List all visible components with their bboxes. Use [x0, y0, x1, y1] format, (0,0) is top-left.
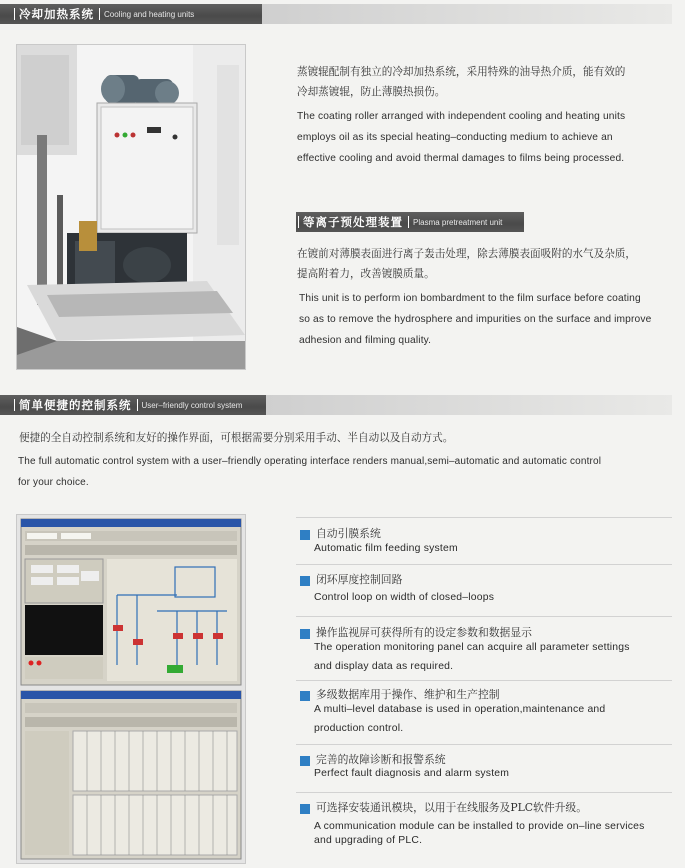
header-separator — [137, 399, 138, 411]
cooling-unit-photo — [16, 44, 246, 370]
feature-title-zh: 操作监视屏可获得所有的设定参数和数据显示 — [316, 626, 532, 639]
plasma-section-header — [296, 212, 524, 232]
control-interface-illustration — [17, 515, 245, 863]
control-interface-screenshots — [16, 514, 246, 864]
header-separator — [298, 216, 299, 228]
feature-desc-en-1: Perfect fault diagnosis and alarm system — [314, 768, 510, 779]
feature-desc-en-1: A multi–level database is used in operation,maintenance and — [314, 704, 606, 715]
feature-desc-en-1: Automatic film feeding system — [314, 543, 458, 554]
feature-item — [300, 800, 680, 860]
feature-title-zh: 多级数据库用于操作、维护和生产控制 — [316, 688, 500, 701]
plasma-body-zh-2: 提高附着力，改善镀膜质量。 — [297, 268, 435, 280]
square-bullet-icon — [300, 804, 310, 814]
plasma-body-en-3: adhesion and filming quality. — [299, 335, 432, 346]
cooling-body-en-3: effective cooling and avoid thermal damages to films being processed. — [297, 153, 625, 164]
cooling-title-en: Cooling and heating units — [104, 9, 195, 19]
feature-item — [300, 687, 680, 743]
cooling-unit-illustration — [17, 45, 245, 369]
plasma-body-zh-1: 在镀前对薄膜表面进行离子轰击处理，除去薄膜表面吸附的水气及杂质， — [297, 248, 636, 260]
feature-desc-en-2: production control. — [314, 723, 404, 734]
square-bullet-icon — [300, 691, 310, 701]
feature-title-zh: 完善的故障诊断和报警系统 — [316, 753, 446, 766]
plasma-body-en-1: This unit is to perform ion bombardment to the film surface before coating — [299, 293, 641, 304]
feature-divider — [296, 680, 672, 681]
feature-divider — [296, 564, 672, 565]
control-body-en-1: The full automatic control system with a user–friendly operating interface renders manual,semi–automatic and automatic control — [18, 456, 602, 467]
control-title-zh: 简单便捷的控制系统 — [19, 398, 132, 412]
cooling-body-en-1: The coating roller arranged with independent cooling and heating units — [297, 111, 626, 122]
header-separator — [408, 216, 409, 228]
feature-title-zh: 自动引膜系统 — [316, 527, 381, 540]
feature-divider — [296, 744, 672, 745]
header-separator — [14, 399, 15, 411]
header-bar-extension — [262, 4, 672, 24]
feature-desc-en-2: and display data as required. — [314, 661, 454, 672]
square-bullet-icon — [300, 530, 310, 540]
feature-desc-en-1: A communication module can be installed to provide on–line services — [314, 821, 645, 832]
feature-divider — [296, 616, 672, 617]
feature-divider — [296, 792, 672, 793]
feature-title-zh: 可选择安装通讯模块，以用于在线服务及PLC软件升级。 — [316, 801, 588, 814]
cooling-title-zh: 冷却加热系统 — [19, 7, 94, 21]
header-separator — [14, 8, 15, 20]
control-section-header — [0, 395, 266, 415]
cooling-body-en-2: employs oil as its special heating–conducting medium to achieve an — [297, 132, 613, 143]
control-body-zh: 便捷的全自动控制系统和友好的操作界面，可根据需要分别采用手动、半自动以及自动方式。 — [19, 432, 454, 444]
plasma-title-zh: 等离子预处理装置 — [303, 215, 403, 229]
control-title-en: User–friendly control system — [141, 400, 243, 410]
square-bullet-icon — [300, 629, 310, 639]
control-body-en-2: for your choice. — [18, 477, 89, 488]
feature-item — [300, 572, 680, 612]
cooling-section-header — [0, 4, 262, 24]
plasma-title-en: Plasma pretreatment unit — [413, 217, 503, 227]
cooling-body-zh-1: 蒸镀辊配制有独立的冷却加热系统，采用特殊的油导热介质，能有效的 — [297, 66, 626, 78]
header-bar-extension — [266, 395, 672, 415]
square-bullet-icon — [300, 576, 310, 586]
plasma-body-en-2: so as to remove the hydrosphere and impurities on the surface and improve — [299, 314, 652, 325]
feature-item — [300, 526, 680, 566]
feature-desc-en-1: Control loop on width of closed–loops — [314, 592, 495, 603]
feature-desc-en-1: The operation monitoring panel can acquire all parameter settings — [314, 642, 630, 653]
feature-item — [300, 752, 680, 792]
feature-title-zh: 闭环厚度控制回路 — [316, 573, 403, 586]
header-separator — [99, 8, 100, 20]
feature-desc-en-2: and upgrading of PLC. — [314, 835, 423, 846]
cooling-body-zh-2: 冷却蒸镀辊，防止薄膜热损伤。 — [297, 86, 446, 98]
feature-item — [300, 625, 680, 681]
square-bullet-icon — [300, 756, 310, 766]
feature-divider — [296, 517, 672, 518]
